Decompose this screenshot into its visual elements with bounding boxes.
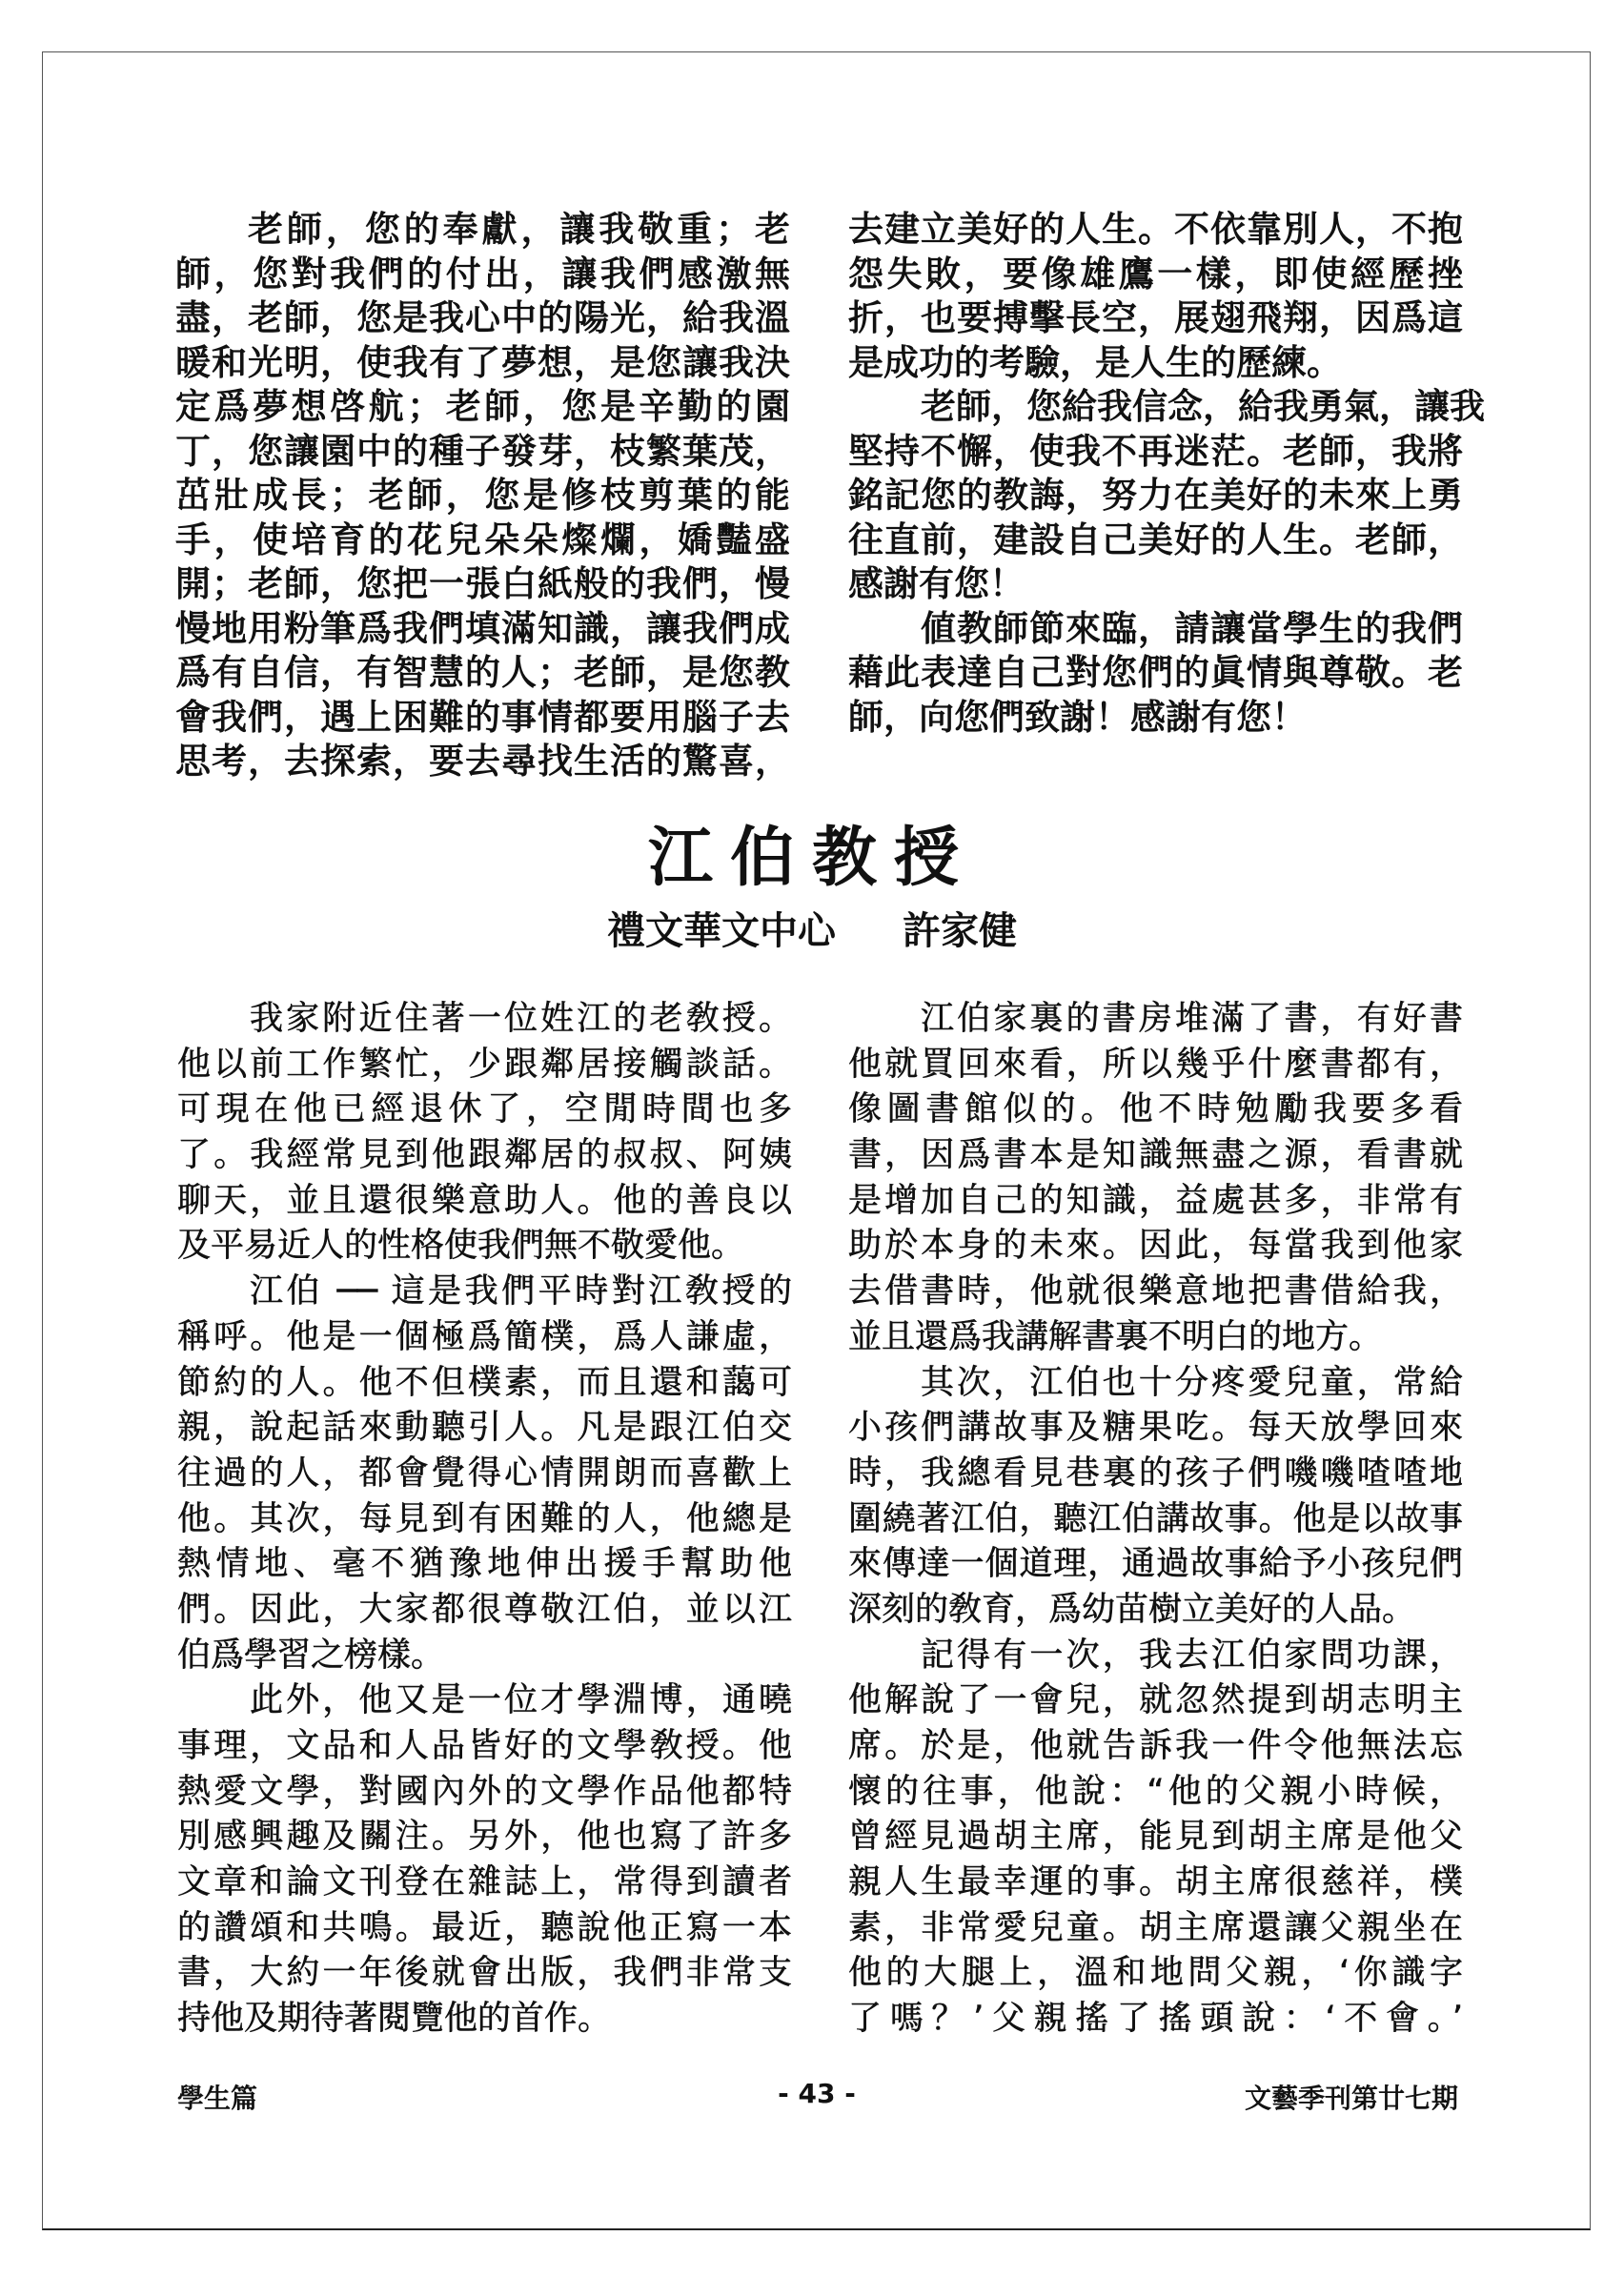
text-line: 親，說起話來動聽引人。凡是跟江伯交: [177, 1409, 792, 1448]
text-line: 記得有一次，我去江伯家問功課，: [921, 1636, 1463, 1675]
text-line: 爲有自信，有智慧的人；老師，是您教: [175, 652, 790, 693]
footer-publication: 文藝季刊第廿七期: [1244, 2083, 1458, 2114]
paragraph: [848, 1634, 1463, 2043]
text-line: 聊天，並且還很樂意助人。他的善良以: [177, 1181, 792, 1220]
byline-organization: 禮文華文中心: [607, 908, 836, 953]
text-line: 書，因爲書本是知識無盡之源，看書就: [848, 1136, 1463, 1175]
text-line: 堅持不懈，使我不再迷茫。老師，我將: [848, 430, 1463, 472]
article-byline: [0, 901, 1624, 955]
paragraph: [175, 208, 790, 784]
text-line: 慢地用粉筆爲我們填滿知識，讓我們成: [175, 607, 790, 649]
text-line: 他解說了一會兒，就忽然提到胡志明主: [848, 1681, 1463, 1720]
text-line: 小孩們講故事及糖果吃。每天放學回來: [848, 1409, 1463, 1448]
text-line: 熱情地、毫不猶豫地伸出援手幫助他: [177, 1545, 792, 1584]
text-line: 文章和論文刊登在雜誌上，常得到讀者: [177, 1863, 792, 1902]
text-line: 像圖書館似的。他不時勉勵我要多看: [848, 1090, 1463, 1129]
text-line: 盡，老師，您是我心中的陽光，給我溫: [175, 297, 790, 338]
text-line: 他。其次，每見到有困難的人，他總是: [177, 1499, 792, 1538]
text-line: 江伯 ── 這是我們平時對江敎授的: [250, 1272, 792, 1311]
text-line: 藉此表達自己對您們的眞情與尊敬。老: [848, 652, 1463, 693]
text-line: 伯爲學習之榜樣。: [177, 1636, 445, 1675]
text-line: 手，使培育的花兒朵朵燦爛，嬌豔盛: [175, 518, 790, 560]
text-line: 節約的人。他不但樸素，而且還和藹可: [177, 1363, 792, 1402]
text-line: 來傳達一個道理，通過故事給予小孩兒們: [848, 1545, 1463, 1584]
footer-section-name: 學生篇: [177, 2083, 258, 2114]
text-line: 老師，您給我信念，給我勇氣，讓我: [921, 386, 1485, 427]
paragraph: [177, 1678, 792, 2043]
text-line: 往直前，建設自己美好的人生。老師，: [848, 518, 1463, 560]
text-line: 事理，文品和人品皆好的文學敎授。他: [177, 1727, 792, 1765]
text-line: 銘記您的教誨，努力在美好的未來上勇: [848, 475, 1463, 516]
text-line: 師，向您們致謝！感謝有您！: [848, 696, 1307, 738]
text-line: 可現在他已經退休了，空閒時間也多: [177, 1090, 792, 1129]
text-line: 懷的往事，他說：“他的父親小時候，: [848, 1772, 1463, 1811]
byline-author: 許家健: [903, 908, 1017, 953]
text-line: 師，您對我們的付出，讓我們感激無: [175, 253, 790, 295]
article-right-column: [848, 997, 1463, 2043]
text-line: 圍繞著江伯，聽江伯講故事。他是以故事: [848, 1499, 1463, 1538]
text-line: 他的大腿上，溫和地問父親，‘你識字: [848, 1954, 1463, 1993]
text-line: 丁，您讓園中的種子發芽，枝繁葉茂，: [175, 430, 790, 472]
text-line: 其次，江伯也十分疼愛兒童，常給: [921, 1363, 1463, 1402]
paragraph: [848, 1361, 1463, 1634]
text-line: 席。於是，他就告訴我一件令他無法忘: [848, 1727, 1463, 1765]
text-line: 我家附近住著一位姓江的老敎授。: [250, 1000, 792, 1038]
text-line: 江伯家裏的書房堆滿了書，有好書: [921, 1000, 1463, 1038]
text-line: 親人生最幸運的事。胡主席很慈祥，樸: [848, 1863, 1463, 1902]
text-line: 素，非常愛兒童。胡主席還讓父親坐在: [848, 1908, 1463, 1947]
top-article-right-column: [848, 208, 1485, 740]
paragraph: [177, 1270, 792, 1678]
text-line: 是增加自己的知識，益處甚多，非常有: [848, 1181, 1463, 1220]
paragraph: [848, 385, 1485, 607]
text-line: 別感興趣及關注。另外，他也寫了許多: [177, 1818, 792, 1857]
text-line: 老師，您的奉獻，讓我敬重；老: [248, 209, 790, 250]
text-line: 思考，去探索，要去尋找生活的驚喜，: [175, 741, 790, 782]
top-article-left-column: [175, 208, 790, 784]
text-line: 們。因此，大家都很尊敬江伯，並以江: [177, 1590, 792, 1629]
text-line: 往過的人，都會覺得心情開朗而喜歡上: [177, 1454, 792, 1493]
text-line: 値教師節來臨，請讓當學生的我們: [921, 607, 1463, 649]
article-left-column: [177, 997, 792, 2043]
text-line: 深刻的敎育，爲幼苗樹立美好的人品。: [848, 1590, 1416, 1629]
paragraph: [848, 997, 1463, 1361]
text-line: 暖和光明，使我有了夢想，是您讓我決: [175, 341, 790, 383]
text-line: 助於本身的未來。因此，每當我到他家: [848, 1227, 1463, 1266]
footer-page-number: - 43 -: [778, 2078, 856, 2109]
text-line: 持他及期待著閱覽他的首作。: [177, 2000, 612, 2039]
text-line: 折，也要搏擊長空，展翅飛翔，因爲這: [848, 297, 1463, 338]
text-line: 是成功的考驗，是人生的歷練。: [848, 341, 1342, 383]
text-line: 的讚頌和共鳴。最近，聽說他正寫一本: [177, 1908, 792, 1947]
text-line: 定爲夢想啓航；老師，您是辛勤的園: [175, 386, 790, 427]
text-line: 去建立美好的人生。不依靠別人，不抱: [848, 209, 1463, 250]
text-line: 曾經見過胡主席，能見到胡主席是他父: [848, 1818, 1463, 1857]
text-line: 及平易近人的性格使我們無不敬愛他。: [177, 1227, 745, 1266]
text-line: 稱呼。他是一個極爲簡樸，爲人謙虛，: [177, 1317, 792, 1356]
text-line: 他以前工作繁忙，少跟鄰居接觸談話。: [177, 1045, 792, 1084]
paragraph: [177, 997, 792, 1270]
text-line: 開；老師，您把一張白紙般的我們，慢: [175, 563, 790, 604]
article-title: 江伯教授: [647, 820, 976, 896]
text-line: 了嗎？’父親搖了搖頭說：‘不會。’: [848, 2000, 1463, 2039]
text-line: 時，我總看見巷裏的孩子們嘰嘰喳喳地: [848, 1454, 1463, 1493]
text-line: 了。我經常見到他跟鄰居的叔叔、阿姨: [177, 1136, 792, 1175]
text-line: 書，大約一年後就會出版，我們非常支: [177, 1954, 792, 1993]
text-line: 會我們，遇上困難的事情都要用腦子去: [175, 696, 790, 738]
text-line: 熱愛文學，對國內外的文學作品他都特: [177, 1772, 792, 1811]
text-line: 此外，他又是一位才學淵博，通曉: [250, 1681, 792, 1720]
text-line: 他就買回來看，所以幾乎什麼書都有，: [848, 1045, 1463, 1084]
text-line: 去借書時，他就很樂意地把書借給我，: [848, 1272, 1463, 1311]
text-line: 感謝有您！: [848, 563, 1025, 604]
paragraph: [848, 208, 1463, 385]
text-line: 茁壯成長；老師，您是修枝剪葉的能: [175, 475, 790, 516]
text-line: 並且還爲我講解書裏不明白的地方。: [848, 1317, 1383, 1356]
paragraph: [848, 607, 1463, 741]
text-line: 怨失敗，要像雄鷹一樣，即使經歷挫: [848, 253, 1463, 295]
